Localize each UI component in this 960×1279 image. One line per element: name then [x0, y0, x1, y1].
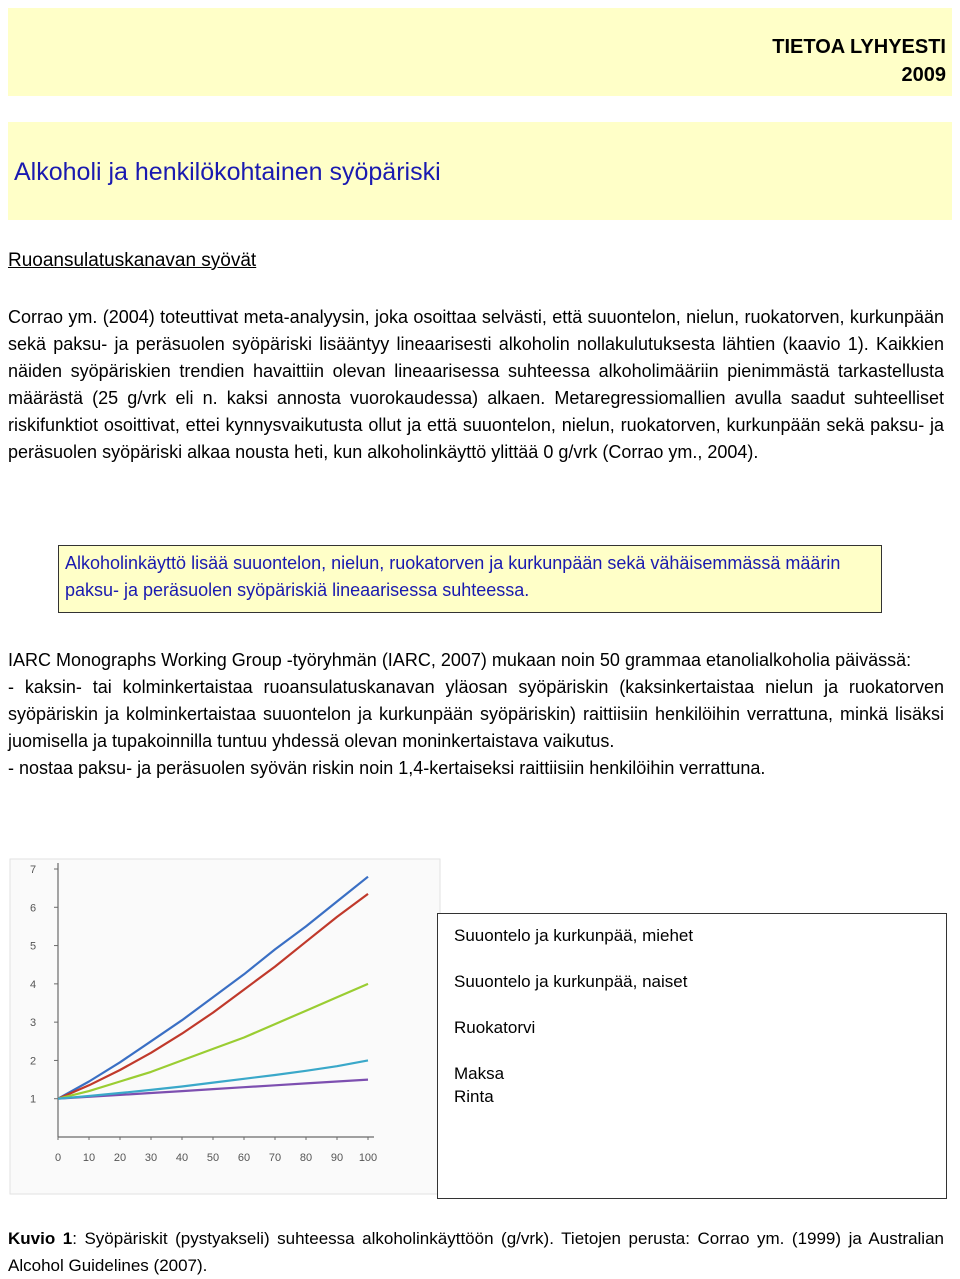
section-heading: Ruoansulatuskanavan syövät — [8, 250, 257, 271]
legend-entry: Maksa — [454, 1064, 505, 1083]
series-year: 2009 — [901, 64, 946, 86]
legend-entry: Rinta — [454, 1087, 494, 1106]
series-banner — [8, 8, 952, 96]
figure-caption — [8, 1225, 944, 1279]
x-tick-label: 60 — [237, 1152, 251, 1164]
x-tick-label: 70 — [268, 1152, 282, 1164]
caption-label: Kuvio 1 — [8, 1229, 73, 1248]
paragraph-2-item-2: - nostaa paksu- ja peräsuolen syövän riskin noin 1,4-kertaiseksi raittiisiin henkilöihin verrattuna. — [8, 758, 766, 778]
chart-legend — [437, 913, 947, 1199]
x-tick-label: 0 — [54, 1152, 62, 1164]
y-tick-label: 2 — [30, 1055, 37, 1068]
y-tick-label: 6 — [30, 902, 37, 915]
paragraph-1: Corrao ym. (2004) toteuttivat meta-analyysin, joka osoittaa selvästi, että suuontelon, nielun, ruokatorven, kurkunpään sekä paksu- ja peräsuolen syöpäriski lisääntyy lineaarisesti alkoholin nollakulutuksesta lähtien (kaavio 1). Kaikkien näiden syöpäriskien trendien havaittiin olevan lineaarisessa suhteessa alkoholimääriin pienimmästä tarkastellusta määrästä (25 g/vrk eli n. kaksi annosta vuorokaudessa) alkaen. Metaregressiomallien avulla saadut suhteelliset riskifunktiot osoittivat, ettei kynnysvaikutusta ollut ja että suuontelon, nielun, ruokatorven, kurkunpään sekä paksu- ja peräsuolen syöpäriski alkaa nousta heti, kun alkoholinkäyttö ylittää 0 g/vrk (Corrao ym., 2004). — [8, 307, 944, 462]
y-tick-label: 7 — [30, 864, 37, 876]
highlight-box — [58, 545, 882, 613]
x-tick-label: 50 — [206, 1152, 220, 1164]
x-tick-label: 20 — [113, 1152, 127, 1164]
chart-panel — [10, 859, 440, 1194]
y-tick-label: 1 — [30, 1093, 37, 1106]
x-tick-label: 80 — [299, 1152, 313, 1164]
legend-entry: Ruokatorvi — [454, 1018, 536, 1037]
paragraph-2-item-1: - kaksin- tai kolminkertaistaa ruoansulatuskanavan yläosan syöpäriskin (kaksinkertaistaa nielun ja ruokatorven syöpäriskin ja kolminkertaistaa suuontelon ja kurkunpään syöpäriskin) raittiisiin henkilöihin verrattuna, minkä lisäksi juomisella ja tupakoinnilla tuntuu yhdessä olevan moninkertaistava vaikutus. — [8, 677, 944, 751]
x-tick-label: 40 — [175, 1152, 189, 1164]
x-tick-label: 100 — [358, 1152, 378, 1164]
legend-entry: Suuontelo ja kurkunpää, naiset — [454, 972, 688, 991]
caption-text: : Syöpäriskit (pystyakseli) suhteessa alkoholinkäyttöön (g/vrk). Tietojen perusta: Corrao ym. (1999) ja Australian Alcohol Guidelines (2007). — [8, 1229, 944, 1275]
x-tick-label: 10 — [82, 1152, 96, 1164]
page-title: Alkoholi ja henkilökohtainen syöpäriski — [14, 158, 441, 186]
paragraph-2 — [8, 647, 944, 782]
x-tick-label: 90 — [330, 1152, 344, 1164]
x-tick-label: 30 — [144, 1152, 158, 1164]
series-name: TIETOA LYHYESTI — [772, 36, 946, 58]
legend-entry: Suuontelo ja kurkunpää, miehet — [454, 926, 694, 945]
title-banner — [8, 122, 952, 220]
paragraph-2-intro: IARC Monographs Working Group -työryhmän (IARC, 2007) mukaan noin 50 grammaa etanolialkoholia päivässä: — [8, 650, 912, 670]
y-tick-label: 3 — [30, 1017, 37, 1030]
y-tick-label: 4 — [30, 978, 37, 991]
y-tick-label: 5 — [30, 940, 37, 953]
highlight-text: Alkoholinkäyttö lisää suuontelon, nielun, ruokatorven ja kurkunpään sekä vähäisemmässä määrin paksu- ja peräsuolen syöpäriskiä lineaarisessa suhteessa. — [65, 553, 841, 600]
